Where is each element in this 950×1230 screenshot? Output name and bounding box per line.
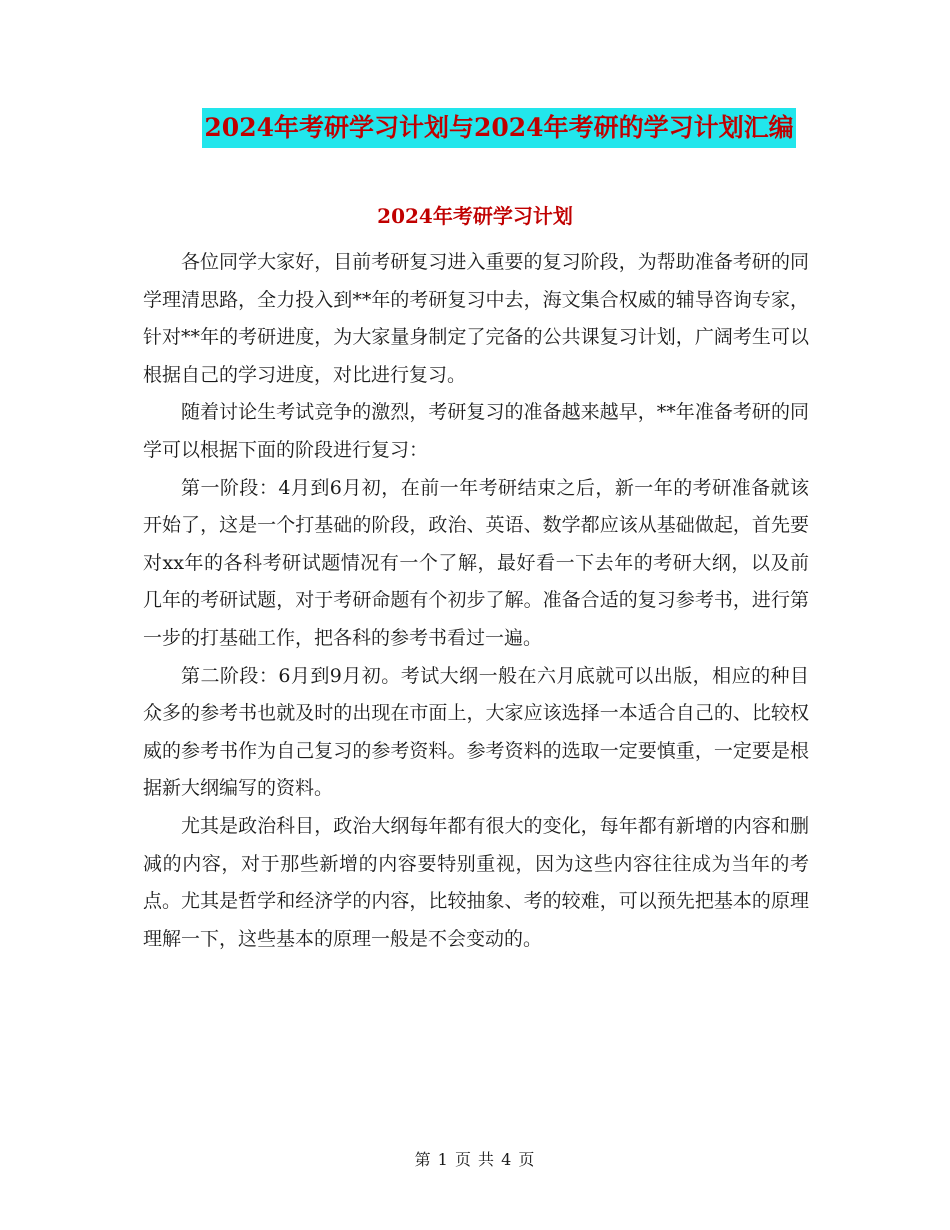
document-body [143,244,809,958]
main-title-container [0,108,950,148]
page-footer: 第 1 页 共 4 页 [414,1150,536,1169]
paragraph-politics: 尤其是政治科目，政治大纲每年都有很大的变化，每年都有新增的内容和删减的内容，对于那些新增的内容要特别重视，因为这些内容往往成为当年的考点。尤其是哲学和经济学的内容，比较抽象、考的较难，可以预先把基本的原理理解一下，这些基本的原理一般是不会变动的。 [143,814,809,950]
section-title: 2024年考研学习计划 [377,204,573,228]
paragraph-intro: 各位同学大家好，目前考研复习进入重要的复习阶段，为帮助准备考研的同学理清思路，全力投入到**年的考研复习中去，海文集合权威的辅导咨询专家，针对**年的考研进度，为大家量身制定了完备的公共课复习计划，广阔考生可以根据自己的学习进度，对比进行复习。 [143,251,809,386]
paragraph-overview: 随着讨论生考试竞争的激烈，考研复习的准备越来越早，**年准备考研的同学可以根据下面的阶段进行复习： [143,401,809,461]
main-title: 2024年考研学习计划与2024年考研的学习计划汇编 [202,108,795,148]
paragraph-stage-one: 第一阶段：4月到6月初，在前一年考研结束之后，新一年的考研准备就该开始了，这是一个打基础的阶段，政治、英语、数学都应该从基础做起，首先要对xx年的各科考研试题情况有一个了解，最好看一下去年的考研大纲，以及前几年的考研试题，对于考研命题有个初步了解。准备合适的复习参考书，进行第一步的打基础工作，把各科的参考书看过一遍。 [143,476,809,649]
paragraph-stage-two: 第二阶段：6月到9月初。考试大纲一般在六月底就可以出版，相应的种目众多的参考书也就及时的出现在市面上，大家应该选择一本适合自己的、比较权威的参考书作为自己复习的参考资料。参考资料的选取一定要慎重，一定要是根据新大纲编写的资料。 [143,664,809,800]
